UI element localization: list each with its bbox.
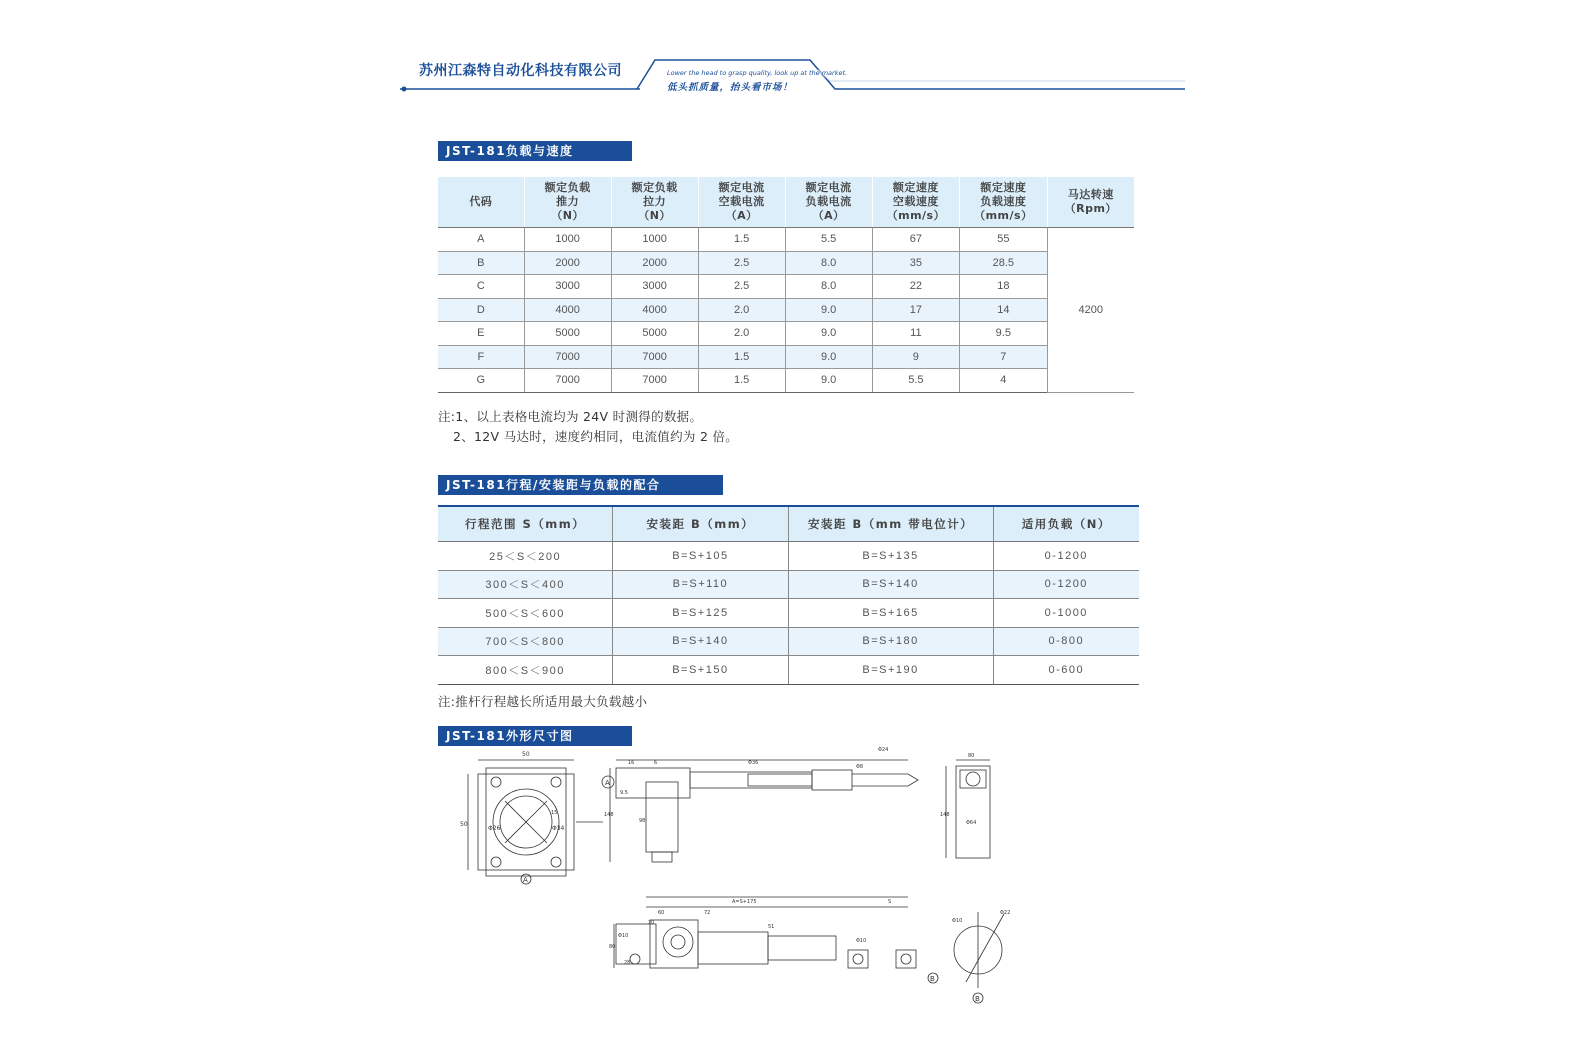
col-header: 安装距 B（mm 带电位计） xyxy=(788,506,993,542)
table-cell: 0-1200 xyxy=(993,570,1139,599)
table-row xyxy=(438,322,1134,346)
table-cell: 9.0 xyxy=(785,369,872,393)
col-header: 额定电流 空载电流 （A） xyxy=(698,177,785,228)
col-header: 行程范围 S（mm） xyxy=(438,506,613,542)
table-cell: 7 xyxy=(960,345,1047,369)
company-name: 苏州江森特自动化科技有限公司 xyxy=(419,63,622,79)
table-cell: 9.0 xyxy=(785,298,872,322)
dimension-drawing xyxy=(438,747,1038,1037)
table-cell: 2.0 xyxy=(698,322,785,346)
dim-label: 15 xyxy=(551,810,558,816)
dim-label: Φ24 xyxy=(878,747,889,753)
col-header: 适用负载（N） xyxy=(993,506,1139,542)
section-title-dimensions: JST-181外形尺寸图 xyxy=(438,726,632,746)
table-note-1: 注:1、以上表格电流均为 24V 时测得的数据。 xyxy=(438,409,703,424)
table-row xyxy=(438,298,1134,322)
stroke-note: 注:推杆行程越长所适用最大负载越小 xyxy=(438,694,648,709)
view-marker: A xyxy=(605,779,610,787)
slogan-cn: 低头抓质量，抬头看市场！ xyxy=(667,82,794,93)
dim-label: 20 xyxy=(648,920,655,926)
dim-label: A=S+175 xyxy=(732,899,757,905)
dim-label: Φ10 xyxy=(856,938,867,944)
table-cell: 0-1200 xyxy=(993,542,1139,571)
table-cell: 55 xyxy=(960,228,1047,252)
table-cell: B=S+165 xyxy=(788,599,993,628)
table-row xyxy=(438,251,1134,275)
table-row xyxy=(438,542,1139,571)
dim-label: Φ34 xyxy=(552,825,565,832)
table-row xyxy=(438,570,1139,599)
view-marker: B xyxy=(930,975,935,983)
table-cell: 9.5 xyxy=(960,322,1047,346)
col-header: 额定速度 负载速度 （mm/s） xyxy=(960,177,1047,228)
dim-label: 80 xyxy=(968,753,975,759)
table-cell: 4000 xyxy=(524,298,611,322)
table-cell: B=S+125 xyxy=(613,599,788,628)
dim-label: 9.5 xyxy=(620,790,628,796)
col-header: 额定速度 空载速度 （mm/s） xyxy=(872,177,959,228)
dim-label: 148 xyxy=(604,812,614,818)
col-header: 代码 xyxy=(438,177,524,228)
slogan-en: Lower the head to grasp quality, look up at the market. xyxy=(667,69,848,77)
table-cell: 5.5 xyxy=(785,228,872,252)
table-cell: 9.0 xyxy=(785,322,872,346)
table-cell: 11 xyxy=(872,322,959,346)
dim-label: 60 xyxy=(658,910,665,916)
section-title-stroke: JST-181行程/安装距与负载的配合 xyxy=(438,475,723,495)
table-cell: 9.0 xyxy=(785,345,872,369)
table-cell: B=S+105 xyxy=(613,542,788,571)
dim-label: 98 xyxy=(639,818,646,824)
table-cell: 2.5 xyxy=(698,251,785,275)
table-row xyxy=(438,656,1139,685)
table-cell: D xyxy=(438,298,524,322)
table-cell: 8.0 xyxy=(785,275,872,299)
table-note-2: 2、12V 马达时，速度约相同，电流值约为 2 倍。 xyxy=(453,429,739,444)
table-cell: 0-1000 xyxy=(993,599,1139,628)
table-cell: 5000 xyxy=(524,322,611,346)
table-cell: 25＜S＜200 xyxy=(438,542,613,571)
rpm-cell: 4200 xyxy=(1047,228,1134,393)
table-cell: 2.0 xyxy=(698,298,785,322)
table-cell: 14 xyxy=(960,298,1047,322)
table-cell: B=S+135 xyxy=(788,542,993,571)
table-cell: 17 xyxy=(872,298,959,322)
table-cell: 0-600 xyxy=(993,656,1139,685)
table-cell: 7000 xyxy=(611,369,698,393)
table-cell: 28.5 xyxy=(960,251,1047,275)
table-cell: E xyxy=(438,322,524,346)
table-cell: B xyxy=(438,251,524,275)
dim-label: Φ26 xyxy=(488,825,501,832)
dim-label: 6 xyxy=(654,760,658,766)
table-cell: 8.0 xyxy=(785,251,872,275)
table-cell: 3000 xyxy=(611,275,698,299)
dim-label: 50 xyxy=(522,751,530,758)
load-speed-table xyxy=(438,177,1134,393)
dim-label: 148 xyxy=(940,812,950,818)
dim-label: Φ10 xyxy=(952,918,963,924)
table-cell: B=S+190 xyxy=(788,656,993,685)
dim-label: Φ8 xyxy=(856,764,864,770)
rod-end-view xyxy=(952,910,1010,1003)
table-cell: 300＜S＜400 xyxy=(438,570,613,599)
table-cell: B=S+140 xyxy=(788,570,993,599)
table-cell: C xyxy=(438,275,524,299)
table-row xyxy=(438,345,1134,369)
col-header: 马达转速 （Rpm） xyxy=(1047,177,1134,228)
table-row xyxy=(438,599,1139,628)
table-row xyxy=(438,627,1139,656)
dim-label: 72 xyxy=(704,910,711,916)
table-cell: 4000 xyxy=(611,298,698,322)
table-cell: B=S+110 xyxy=(613,570,788,599)
view-marker: A xyxy=(523,876,528,884)
table-cell: 1000 xyxy=(524,228,611,252)
table-cell: 5000 xyxy=(611,322,698,346)
dim-label: 28 xyxy=(624,960,631,966)
table-cell: 22 xyxy=(872,275,959,299)
dim-label: Φ10 xyxy=(618,933,629,939)
stroke-table xyxy=(438,505,1139,685)
table-cell: 2000 xyxy=(611,251,698,275)
table-cell: 35 xyxy=(872,251,959,275)
table-cell: B=S+180 xyxy=(788,627,993,656)
table-cell: 800＜S＜900 xyxy=(438,656,613,685)
dim-label: 51 xyxy=(768,924,775,930)
table-cell: 3000 xyxy=(524,275,611,299)
table-cell: 67 xyxy=(872,228,959,252)
col-header: 额定电流 负载电流 （A） xyxy=(785,177,872,228)
dim-label: 80 xyxy=(609,944,616,950)
view-marker: B xyxy=(975,995,980,1003)
dim-label: 16 xyxy=(628,760,635,766)
table-cell: 2.5 xyxy=(698,275,785,299)
table-cell: 2000 xyxy=(524,251,611,275)
dim-label: S xyxy=(888,899,892,905)
table-cell: 9 xyxy=(872,345,959,369)
table-cell: 1.5 xyxy=(698,345,785,369)
table-cell: 1.5 xyxy=(698,369,785,393)
table-cell: 500＜S＜600 xyxy=(438,599,613,628)
table-cell: 1000 xyxy=(611,228,698,252)
flange-view xyxy=(460,751,614,884)
table-cell: 1.5 xyxy=(698,228,785,252)
dim-label: Φ22 xyxy=(1000,910,1011,916)
dim-label: 50 xyxy=(460,821,468,828)
table-cell: B=S+140 xyxy=(613,627,788,656)
table-cell: 700＜S＜800 xyxy=(438,627,613,656)
table-cell: A xyxy=(438,228,524,252)
section-title-load-speed: JST-181负载与速度 xyxy=(438,141,632,161)
end-view xyxy=(940,753,990,858)
table-cell: 18 xyxy=(960,275,1047,299)
table-cell: 0-800 xyxy=(993,627,1139,656)
top-view xyxy=(609,897,938,983)
table-row xyxy=(438,275,1134,299)
table-cell: F xyxy=(438,345,524,369)
side-view xyxy=(604,747,918,862)
col-header: 安装距 B（mm） xyxy=(613,506,788,542)
dim-label: Φ36 xyxy=(748,760,759,766)
table-cell: B=S+150 xyxy=(613,656,788,685)
dim-label: Φ64 xyxy=(966,820,977,826)
col-header: 额定负载 拉力 （N） xyxy=(611,177,698,228)
table-row xyxy=(438,369,1134,393)
table-cell: 5.5 xyxy=(872,369,959,393)
table-row xyxy=(438,228,1134,252)
table-cell: 7000 xyxy=(524,369,611,393)
col-header: 额定负载 推力 （N） xyxy=(524,177,611,228)
table-cell: 4 xyxy=(960,369,1047,393)
table-cell: 7000 xyxy=(524,345,611,369)
table-cell: 7000 xyxy=(611,345,698,369)
table-cell: G xyxy=(438,369,524,393)
